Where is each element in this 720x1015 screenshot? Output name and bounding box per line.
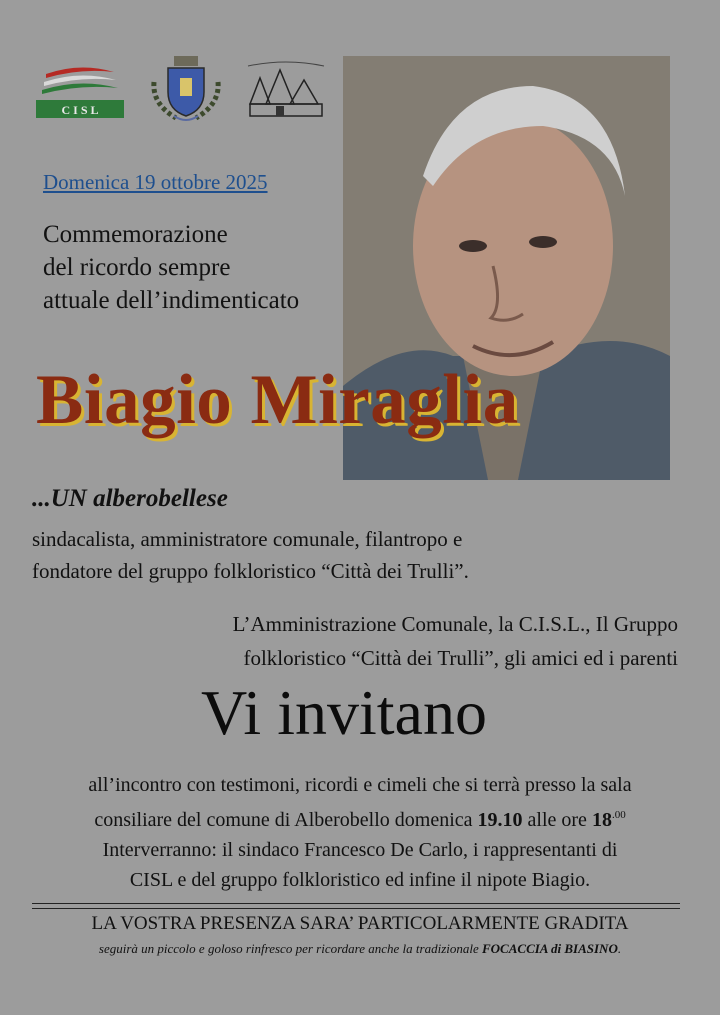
organizers-line: folkloristico “Città dei Trulli”, gli amici ed i parenti (243, 646, 678, 670)
details-minutes: .00 (611, 809, 626, 821)
description-line: fondatore del gruppo folkloristico “Città dei Trulli”. (32, 559, 469, 583)
details-line: CISL e del gruppo folkloristico ed infine il nipote Biagio. (129, 869, 591, 891)
details-hour: 18 (591, 809, 612, 831)
intro-line: attuale dell’indimenticato (43, 287, 300, 314)
details-line: Interverranno: il sindaco Francesco De Carlo, i rappresentanti di (102, 839, 618, 861)
invite-text: Vi invitano (201, 677, 487, 748)
details-text: consiliare del comune di Alberobello domenica (94, 809, 478, 831)
commemoration-intro (43, 218, 403, 317)
footer-text: seguirà un piccolo e goloso rinfresco per ricordare anche la tradizionale (98, 941, 482, 956)
closing-message: LA VOSTRA PRESENZA SARA’ PARTICOLARMENTE GRADITA (91, 913, 629, 934)
organizers-line: L’Amministrazione Comunale, la C.I.S.L., Il Gruppo (232, 612, 678, 636)
footer-focaccia: FOCACCIA di BIASINO (482, 941, 618, 956)
footer-note (0, 941, 720, 957)
intro-line: Commemorazione (43, 221, 228, 248)
trulli-drawing-icon (246, 58, 326, 120)
details-date: 19.10 (477, 809, 523, 831)
honoree-description (32, 523, 632, 587)
organizers (78, 607, 678, 675)
cisl-logo (34, 62, 126, 120)
honoree-name: Biagio Miraglia (36, 361, 519, 439)
details-line (24, 800, 696, 835)
details-line: all’incontro con testimoni, ricordi e cimeli che si terrà presso la sala (88, 774, 632, 796)
footer-text: . (617, 941, 622, 956)
event-date: Domenica 19 ottobre 2025 (43, 170, 268, 194)
event-details (24, 770, 696, 895)
description-line: sindacalista, amministratore comunale, filantropo e (32, 527, 463, 551)
divider (32, 908, 680, 909)
details-text: alle ore (522, 809, 592, 831)
cisl-logo-text: C I S L (61, 103, 99, 117)
alberobello-crest-icon (146, 52, 226, 124)
invite-heading (0, 676, 720, 750)
intro-line: del ricordo sempre (43, 254, 231, 281)
honoree-subtitle: ...UN alberobellese (32, 485, 228, 512)
divider (32, 903, 680, 904)
